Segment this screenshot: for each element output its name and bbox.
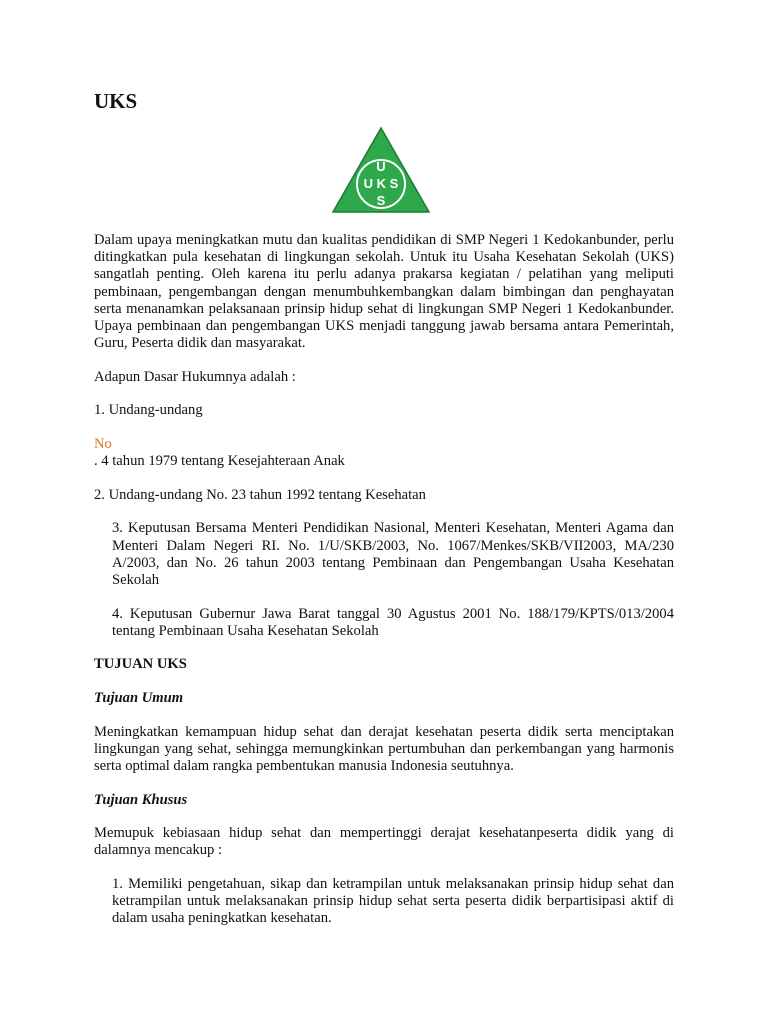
law-item-4: 4. Keputusan Gubernur Jawa Barat tanggal 30 Agustus 2001 No. 188/179/KPTS/013/2004 tentang Pembinaan Usaha Kesehatan Sekolah — [112, 605, 674, 639]
law-item-1: 1. Undang-undang — [94, 402, 203, 419]
page-title: UKS — [94, 89, 138, 113]
document-body — [94, 232, 674, 944]
tujuan-heading: TUJUAN UKS — [94, 656, 187, 673]
law-item-2: 2. Undang-undang No. 23 tahun 1992 tentang Kesehatan — [94, 486, 426, 503]
law-item-1-continuation: . 4 tahun 1979 tentang Kesejahteraan Anak — [94, 453, 345, 470]
law-item-3: 3. Keputusan Bersama Menteri Pendidikan Nasional, Menteri Kesehatan, Menteri Agama dan Menteri Dalam Negeri RI. No. 1/U/SKB/2003, No. 1067/Menkes/SKB/VII2003, MA/230 A/2003, dan No. 26 tahun 2003 tentang Pembinaan dan Pengembangan Usaha Kesehatan Sekolah — [112, 520, 674, 588]
intro-paragraph: Dalam upaya meningkatkan mutu dan kualitas pendidikan di SMP Negeri 1 Kedokanbunder, perlu ditingkatkan pula kesehatan di lingkungan sekolah. Untuk itu Usaha Kesehatan Sekolah (UKS) sangatlah penting. Oleh karena itu perlu adanya prakarsa kegiatan / pelatihan yang meliputi pembinaan, pengembangan dengan menumbuhkembangkan dalam bimbingan dan penghayatan serta menanamkan pelaksanaan prinsip hidup sehat di lingkungan SMP Negeri 1 Kedokanbunder. Upaya pembinaan dan pengembangan UKS menjadi tanggung jawab bersama antara Pemerintah, Guru, Peserta didik dan masyarakat. — [94, 232, 674, 352]
tujuan-khusus-paragraph: Memupuk kebiasaan hidup sehat dan mempertinggi derajat kesehatanpeserta didik yang di dalamnya mencakup : — [94, 825, 674, 859]
tujuan-khusus-item-1: 1. Memiliki pengetahuan, sikap dan ketrampilan untuk melaksanakan prinsip hidup sehat dan ketrampilan untuk melaksanakan prinsip hidup sehat serta peserta didik berpartisipasi aktif di dalam usaha peningkatkan kesehatan. — [112, 875, 674, 927]
law-item-1-detail — [94, 436, 674, 470]
tujuan-umum-paragraph: Meningkatkan kemampuan hidup sehat dan derajat kesehatan peserta didik serta menciptakan lingkungan yang sehat, sehingga memungkinkan pertumbuhan dan perkembangan yang harmonis serta optimal dalam rangka pembentukan manusia Indonesia seutuhnya. — [94, 723, 674, 774]
dasar-hukum-intro: Adapun Dasar Hukumnya adalah : — [94, 368, 296, 385]
tujuan-umum-heading: Tujuan Umum — [94, 689, 184, 706]
uks-logo — [331, 126, 431, 214]
logo-letters-middle: U K S — [363, 176, 399, 191]
no-link[interactable]: No — [94, 436, 112, 452]
tujuan-khusus-heading: Tujuan Khusus — [94, 791, 188, 808]
logo-letter-bottom: S — [376, 193, 386, 208]
logo-letter-top: U — [376, 159, 386, 174]
